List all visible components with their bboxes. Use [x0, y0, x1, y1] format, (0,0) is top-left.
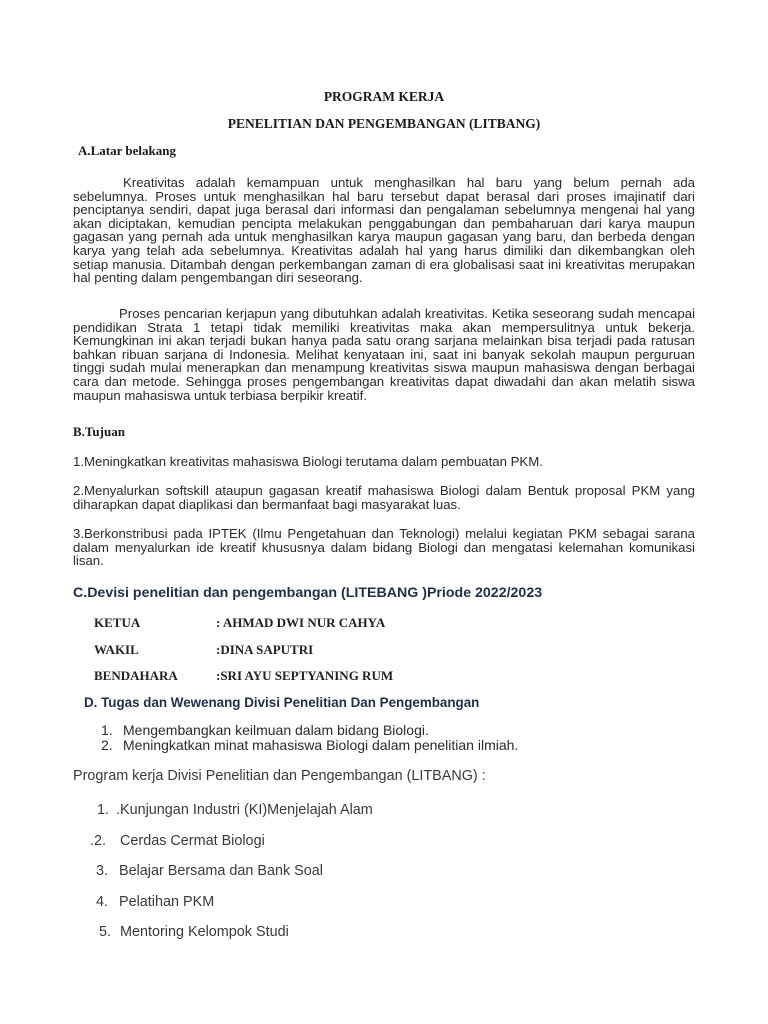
program-item-2-text: Cerdas Cermat Biologi — [120, 833, 265, 849]
program-item-2-number: .2. — [90, 833, 106, 849]
section-c-heading: C.Devisi penelitian dan pengembangan (LITEBANG )Priode 2022/2023 — [73, 585, 543, 601]
program-item-1-number: 1. — [97, 802, 110, 818]
program-item-4-number: 4. — [96, 894, 109, 910]
section-b-item-3: 3.Berkonstribusi pada IPTEK (Ilmu Pengetahuan dan Teknologi) melalui kegiatan PKM sebagai sarana dalam menyalurkan ide kreatif khususnya dalam bidang Biologi dan mengatasi kelemahan komunikasi lisan. — [73, 526, 695, 569]
program-intro: Program kerja Divisi Penelitian dan Pengembangan (LITBANG) : — [73, 768, 486, 784]
name-wakil: :DINA SAPUTRI — [216, 642, 314, 657]
section-d-item-1-number: 1. — [101, 722, 113, 738]
section-d-item-2-text: Meningkatkan minat mahasiswa Biologi dalam penelitian ilmiah. — [123, 737, 519, 753]
role-wakil: WAKIL — [94, 642, 139, 657]
program-item-3-text: Belajar Bersama dan Bank Soal — [119, 863, 323, 879]
section-b-heading: B.Tujuan — [73, 424, 125, 439]
section-d-heading: D. Tugas dan Wewenang Divisi Penelitian Dan Pengembangan — [84, 695, 480, 710]
section-d-item-2-number: 2. — [101, 737, 113, 753]
name-bendahara: :SRI AYU SEPTYANING RUM — [216, 668, 394, 683]
section-a-paragraph-2: Proses pencarian kerjapun yang dibutuhkan adalah kreativitas. Ketika seseorang sudah mencapai pendidikan Strata 1 tetapi tidak memiliki kreativitas maka akan mempersulitnya untuk bekerja. Kemungkinan ini akan terjadi bukan hanya pada satu orang sarjana melainkan bisa terjadi pada ratusan bahkan ribuan sarjana di Indonesia. Melihat kenyataan ini, saat ini banyak sekolah maupun perguruan tinggi sudah mulai menerapkan dan menampung kreativitas siswa maupun mahasiswa dengan berbagai cara dan metode. Sehingga proses pengembangan kreativitas dapat diwadahi dan akan melatih siswa maupun mahasiswa untuk terbiasa berpikir kreatif. — [73, 306, 695, 403]
program-item-5-text: Mentoring Kelompok Studi — [120, 924, 289, 940]
document-title: PROGRAM KERJA — [323, 89, 445, 104]
program-item-3-number: 3. — [96, 863, 109, 879]
section-a-paragraph-1: Kreativitas adalah kemampuan untuk menghasilkan hal baru yang belum pernah ada sebelumnya. Proses untuk menghasilkan hal baru tersebut dapat berasal dari proses imajinatif dari penciptanya sendiri, dapat juga berasal dari informasi dan pengalaman sebelumnya mengenai hal yang akan diciptakan, kemudian pencipta melakukan penggabungan dan pembaharuan dari karya maupun gagasan yang pernah ada untuk menghasilkan karya maupun gagasan yang baru, dan berbeda dengan karya yang telah ada sebelumnya. Kreativitas adalah hal yang harus dimiliki dan dikembangkan oleh setiap manusia. Ditambah dengan perkembangan zaman di era globalisasi saat ini kreativitas merupakan hal penting dalam pengembangan diri seseorang. — [73, 175, 695, 286]
program-item-4-text: Pelatihan PKM — [119, 894, 215, 910]
section-b-item-1: 1.Meningkatkan kreativitas mahasiswa Biologi terutama dalam pembuatan PKM. — [73, 454, 543, 469]
role-ketua: KETUA — [94, 615, 141, 630]
document-subtitle: PENELITIAN DAN PENGEMBANGAN (LITBANG) — [227, 116, 541, 131]
section-b-item-2: 2.Menyalurkan softskill ataupun gagasan kreatif mahasiswa Biologi dalam Bentuk proposal PKM yang diharapkan dapat diaplikasi dan bermanfaat bagi masyarakat luas. — [73, 483, 695, 512]
role-bendahara: BENDAHARA — [94, 668, 178, 683]
section-d-item-1-text: Mengembangkan keilmuan dalam bidang Biologi. — [123, 722, 429, 738]
section-a-heading: A.Latar belakang — [78, 143, 176, 158]
name-ketua: : AHMAD DWI NUR CAHYA — [216, 615, 386, 630]
program-item-5-number: 5. — [99, 924, 112, 940]
program-item-1-text: .Kunjungan Industri (KI)Menjelajah Alam — [116, 802, 373, 818]
